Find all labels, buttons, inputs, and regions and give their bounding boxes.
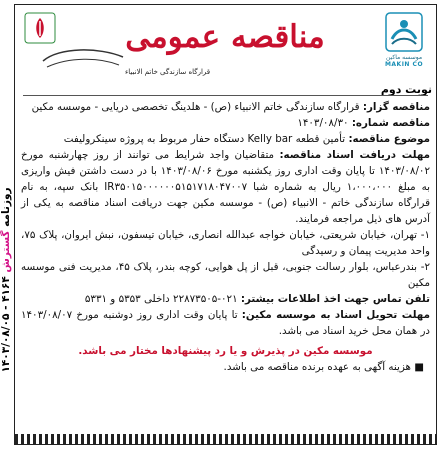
khatam-logo-text: قرارگاه سازندگی خاتم الانبیاء [125, 68, 211, 76]
paper-mark: گسترش [0, 230, 12, 273]
iran-emblem-icon [23, 11, 57, 45]
line-phone: تلفن تماس جهت اخذ اطلاعات بیشتر: ۰۲۱-۲۲۸۷۳۵۰۵ داخلی ۵۳۵۳ و ۵۳۳۱ [84, 293, 430, 305]
khatam-logo-icon [39, 41, 211, 77]
notice-header [15, 5, 436, 85]
line-tenderer: مناقصه گزار: قرارگاه سازندگی خاتم الانبیاء (ص) - هلدینگ تخصصی دریایی - موسسه مکین [31, 101, 430, 113]
bottom-border-pattern [15, 434, 436, 444]
makin-emblem-icon [380, 11, 428, 55]
line-address-2: ۲- بندرعباس، بلوار رسالت جنوبی، قبل از پل هوایی، کوچه بندر، پلاک ۴۵، مدیریت فنی موسسه مکین [21, 261, 430, 289]
notice-body [21, 99, 430, 419]
warning-text: موسسه مکین در پذیرش و یا رد پیشنهادها مختار می باشد. [78, 345, 373, 357]
fee-note: ■ هزینه آگهی به عهده برنده مناقصه می باشد. [223, 361, 424, 373]
paper-label: روزنامه [0, 187, 12, 227]
notice-frame [14, 4, 437, 445]
bullet-icon: ■ [410, 361, 424, 373]
line-subject: موضوع مناقصه: تأمین قطعه Kelly bar دستگاه حفار مربوط به پروژه سینکرولیفت [63, 133, 430, 145]
divider [23, 95, 428, 96]
line-deadline-docs: مهلت دریافت اسناد مناقصه: متقاضیان واجد شرایط می توانند از روز چهارشنبه مورخ ۱۴۰۳/۰۸/۰۲ تا پایان وقت اداری روز یکشنبه مورخ ۱۴۰۳/۰۸/۰۶ با در دست داشتن فیش واریزی به مبلغ ۱،۰۰۰،۰۰۰ ریال به شماره شبا IR۳۵۰۱۵۰۰۰۰۰۰۵۱۵۱۷۱۸۰۴۷۰۰۷ بانک سپه، به نام قرارگاه سازندگی خاتم - الانبیاء (ص) - موسسه مکین جهت دریافت اسناد مناقصه به یکی از آدرس های ذیل مراجعه فرمایند. [21, 149, 431, 225]
line-tender-number: مناقصه شماره: ۱۴۰۳/۰۸/۳۰ [297, 117, 430, 129]
line-delivery: مهلت تحویل اسناد به موسسه مکین: تا پایان وقت اداری روز دوشنبه مورخ ۱۴۰۳/۰۸/۰۷ در همان محل خرید اسناد می باشد. [21, 309, 430, 337]
side-strip [0, 150, 14, 410]
issue-text: ۴۱۶۴ - ۱۴۰۳/۰۸/۰۵ [0, 276, 12, 373]
makin-en-label: MAKIN CO [384, 61, 424, 68]
page-title: مناقصه عمومی [125, 19, 325, 55]
line-address-1: ۱- تهران، خیابان شریعتی، خیابان خواجه عبدالله انصاری، خیابان تیسفون، نبش ایروان، پلاک ۷۵، واحد مدیریت پیمان و رسیدگی [21, 229, 430, 257]
round-label: نوبت دوم [380, 83, 432, 96]
makin-fa-label: موسسه ماکین [385, 54, 423, 61]
makin-logo [380, 11, 428, 73]
